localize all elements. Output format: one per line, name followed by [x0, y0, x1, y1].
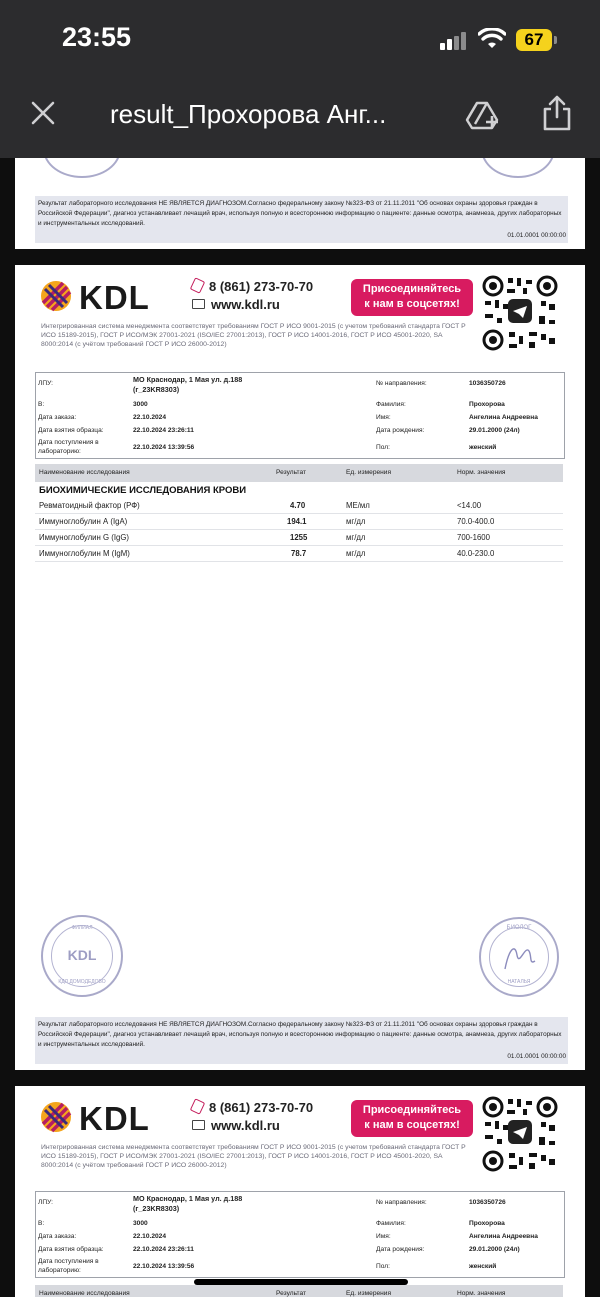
- referral-label: № направления:: [376, 380, 427, 387]
- sex-label: Пол:: [376, 444, 390, 451]
- results-header: [35, 464, 563, 482]
- name-value: Ангелина Андреевна: [469, 1233, 538, 1240]
- header-test: Наименование исследования: [39, 469, 130, 476]
- v-value: 3000: [133, 1220, 148, 1227]
- name-label: Имя:: [376, 414, 391, 421]
- result-row: [35, 530, 563, 546]
- header-norm: Норм. значения: [457, 469, 506, 476]
- document-title: result_Прохорова Анг...: [110, 99, 387, 129]
- arrival-date-value: 22.10.2024 13:39:56: [133, 444, 195, 451]
- status-bar: [0, 0, 600, 80]
- lpu-value-line2: (г_23KR8303): [133, 385, 180, 394]
- surname-value: Прохорова: [469, 401, 505, 408]
- phone-icon: [190, 1098, 205, 1114]
- report-header: [15, 1086, 585, 1186]
- order-date-value: 22.10.2024: [133, 1233, 167, 1240]
- test-norm: 70.0-400.0: [457, 517, 495, 526]
- sample-date-value: 22.10.2024 23:26:11: [133, 1246, 194, 1253]
- lab-website: www.kdl.ru: [192, 1118, 280, 1133]
- surname-value: Прохорова: [469, 1220, 505, 1227]
- biologist-signature-stamp: БИОЛОГ НАТАЛЬЯ: [479, 917, 559, 997]
- dob-value: 29.01.2000 (24л): [469, 1246, 520, 1253]
- lab-phone: 8 (861) 273-70-70: [192, 279, 313, 294]
- name-label: Имя:: [376, 1233, 391, 1240]
- sample-date-value: 22.10.2024 23:26:11: [133, 427, 194, 434]
- lpu-label: ЛПУ:: [38, 1199, 53, 1206]
- viewer-toolbar: [0, 80, 600, 158]
- test-result: 1255: [290, 533, 308, 542]
- cellular-signal-icon: [440, 32, 468, 50]
- test-result: 194.1: [287, 517, 307, 526]
- dob-value: 29.01.2000 (24л): [469, 427, 520, 434]
- lpu-label: ЛПУ:: [38, 380, 53, 387]
- section-title: БИОХИМИЧЕСКИЕ ИССЛЕДОВАНИЯ КРОВИ: [39, 485, 247, 496]
- header-result: Результат: [276, 469, 306, 476]
- pdf-page-3: [15, 1086, 585, 1297]
- pdf-viewer[interactable]: [0, 158, 600, 1297]
- surname-label: Фамилия:: [376, 1220, 406, 1227]
- lpu-value-line2: (г_23KR8303): [133, 1204, 180, 1213]
- sample-date-label: Дата взятия образца:: [38, 427, 104, 434]
- surname-label: Фамилия:: [376, 401, 406, 408]
- sex-value: женский: [469, 1263, 497, 1270]
- battery-tip: [554, 36, 557, 44]
- test-name: Ревматоидный фактор (РФ): [39, 501, 140, 510]
- arrival-date-value: 22.10.2024 13:39:56: [133, 1263, 195, 1270]
- test-unit: МЕ/мл: [346, 501, 370, 510]
- v-label: В:: [38, 1220, 45, 1227]
- sex-label: Пол:: [376, 1263, 390, 1270]
- test-name: Иммуноглобулин А (IgA): [39, 517, 128, 526]
- monitor-icon: [192, 299, 205, 309]
- result-row: [35, 546, 563, 562]
- share-icon[interactable]: [541, 94, 573, 132]
- referral-label: № направления:: [376, 1199, 427, 1206]
- close-icon[interactable]: [28, 98, 58, 128]
- test-name: Иммуноглобулин G (IgG): [39, 533, 129, 542]
- test-norm: 700-1600: [457, 533, 490, 542]
- test-name: Иммуноглобулин М (IgM): [39, 549, 130, 558]
- stamp-left-partial: [43, 158, 121, 178]
- referral-number: 1036350726: [469, 380, 506, 387]
- monitor-icon: [192, 1120, 205, 1130]
- kdl-logo-text: KDL: [79, 279, 150, 316]
- social-banner: Присоединяйтесь к нам в соцсетях!: [351, 279, 473, 316]
- test-result: 78.7: [291, 549, 307, 558]
- pdf-page-2: [15, 265, 585, 1070]
- v-label: В:: [38, 401, 45, 408]
- patient-info-table: [35, 1191, 565, 1278]
- test-unit: мг/дл: [346, 533, 366, 542]
- wifi-icon: [478, 28, 506, 50]
- signature-icon: [499, 939, 539, 975]
- arrival-label-line1: Дата поступления в: [38, 1258, 99, 1265]
- dob-label: Дата рождения:: [376, 427, 425, 434]
- qr-code-icon: [481, 1095, 559, 1173]
- qr-code-icon: [481, 274, 559, 352]
- disclaimer-block: [35, 196, 568, 243]
- result-row: [35, 514, 563, 530]
- add-to-drive-icon[interactable]: [465, 100, 501, 130]
- sex-value: женский: [469, 444, 497, 451]
- test-unit: мг/дл: [346, 517, 366, 526]
- lab-phone: 8 (861) 273-70-70: [192, 1100, 313, 1115]
- name-value: Ангелина Андреевна: [469, 414, 538, 421]
- disclaimer-date: 01.01.0001 00:00:00: [507, 232, 566, 239]
- arrival-label-line2: лабораторию:: [38, 1267, 81, 1274]
- iso-certification: Интегрированная система менеджмента соответствует требованиям ГОСТ Р ИСО 9001-2015 (с учетом требований стандарта ГОСТ Р ИСО 15189-2015), ГОСТ Р ИСО/МЭК 27001-2021 (ISO/IEC 27001:2013), ГОСТ Р ИСО 14001-2016, ГОСТ Р ИСО 45001-2020, SA 8000:2014 (с учётом требований ГОСТ Р ИСО 26000-2012): [41, 1144, 466, 1169]
- referral-number: 1036350726: [469, 1199, 506, 1206]
- test-result: 4.70: [290, 501, 306, 510]
- header-unit: Ед. измерения: [346, 1290, 392, 1297]
- disclaimer-text: Результат лабораторного исследования НЕ ЯВЛЯЕТСЯ ДИАГНОЗОМ.Согласно федеральному закону №323-ФЗ от 21.11.2011 "Об основах охраны здоровья граждан в Российской Федерации", диагноз устанавливает лечащий врач, используя полную и всестороннюю информацию о пациенте: данные осмотра, анамнеза, других лабораторных и инструментальных исследований.: [38, 1021, 562, 1048]
- kdl-logo-icon: [39, 279, 75, 313]
- v-value: 3000: [133, 401, 148, 408]
- dob-label: Дата рождения:: [376, 1246, 425, 1253]
- arrival-label-line1: Дата поступления в: [38, 439, 99, 446]
- disclaimer-block: [35, 1017, 568, 1064]
- battery-indicator: 67: [516, 29, 552, 51]
- header-test: Наименование исследования: [39, 1290, 130, 1297]
- sample-date-label: Дата взятия образца:: [38, 1246, 104, 1253]
- disclaimer-date: 01.01.0001 00:00:00: [507, 1053, 566, 1060]
- lab-seal-stamp: ФИЛИАЛ KDL КДЛ ДОМОДЕДОВО: [41, 915, 123, 997]
- stamp-right-partial: [481, 158, 555, 178]
- phone-icon: [190, 277, 205, 293]
- order-date-label: Дата заказа:: [38, 414, 77, 421]
- header-unit: Ед. измерения: [346, 469, 392, 476]
- disclaimer-text: Результат лабораторного исследования НЕ ЯВЛЯЕТСЯ ДИАГНОЗОМ.Согласно федеральному закону №323-ФЗ от 21.11.2011 "Об основах охраны здоровья граждан в Российской Федерации", диагноз устанавливает лечащий врач, используя полную и всестороннюю информацию о пациенте: данные осмотра, анамнеза, других лабораторных и инструментальных исследований.: [38, 200, 562, 227]
- order-date-value: 22.10.2024: [133, 414, 167, 421]
- order-date-label: Дата заказа:: [38, 1233, 77, 1240]
- iso-certification: Интегрированная система менеджмента соответствует требованиям ГОСТ Р ИСО 9001-2015 (с учетом требований стандарта ГОСТ Р ИСО 15189-2015), ГОСТ Р ИСО/МЭК 27001-2021 (ISO/IEC 27001:2013), ГОСТ Р ИСО 14001-2016, ГОСТ Р ИСО 45001-2020, SA 8000:2014 (с учётом требований ГОСТ Р ИСО 26000-2012): [41, 323, 466, 348]
- kdl-logo-text: KDL: [79, 1100, 150, 1137]
- lpu-value-line1: МО Краснодар, 1 Мая ул. д.188: [133, 375, 243, 384]
- kdl-logo-icon: [39, 1100, 75, 1134]
- status-time: 23:55: [62, 22, 132, 52]
- arrival-label-line2: лабораторию:: [38, 448, 81, 455]
- result-row: [35, 498, 563, 514]
- lpu-value-line1: МО Краснодар, 1 Мая ул. д.188: [133, 1194, 243, 1203]
- lab-website: www.kdl.ru: [192, 297, 280, 312]
- home-indicator[interactable]: [194, 1279, 408, 1285]
- results-header: [35, 1285, 563, 1297]
- header-norm: Норм. значения: [457, 1290, 506, 1297]
- social-banner: Присоединяйтесь к нам в соцсетях!: [351, 1100, 473, 1137]
- test-norm: <14.00: [457, 501, 482, 510]
- header-result: Результат: [276, 1290, 306, 1297]
- patient-info-table: [35, 372, 565, 459]
- pdf-page-1: [15, 158, 585, 249]
- test-norm: 40.0-230.0: [457, 549, 495, 558]
- test-unit: мг/дл: [346, 549, 366, 558]
- report-header: [15, 265, 585, 365]
